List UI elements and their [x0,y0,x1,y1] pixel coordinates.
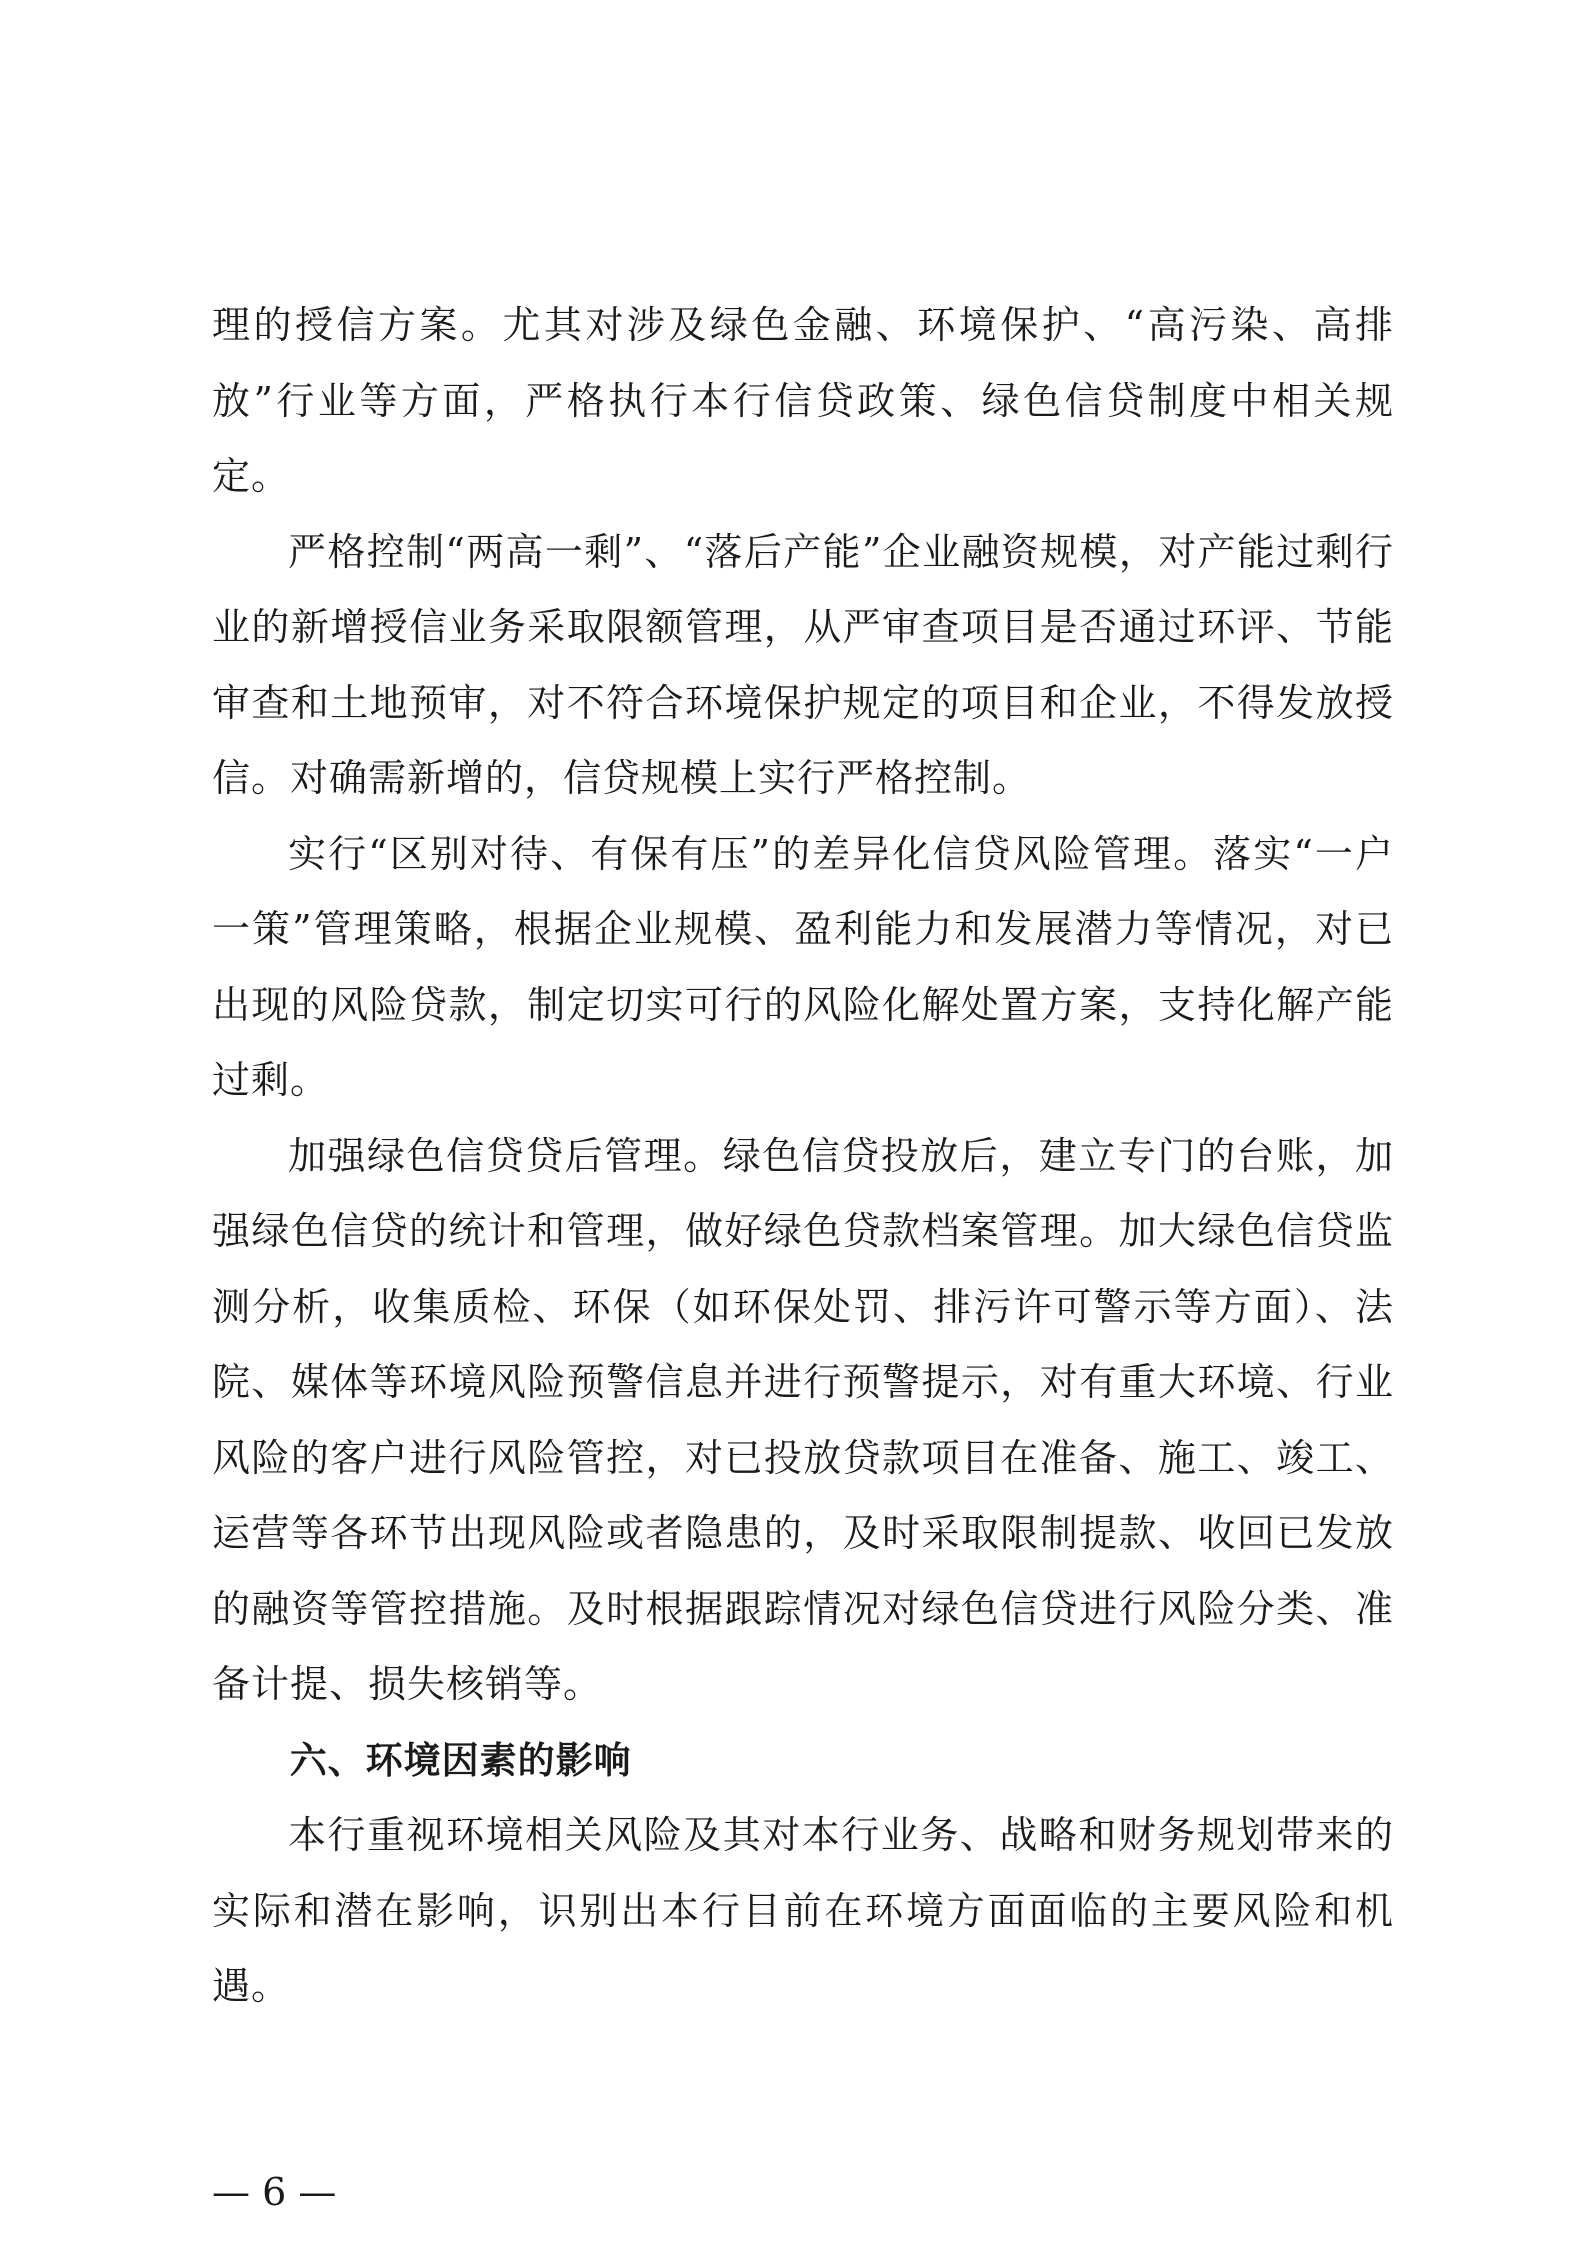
paragraph-environmental-impact: 本行重视环境相关风险及其对本行业务、战略和财务规划带来的实际和潜在影响，识别出本行目前在环境方面面临的主要风险和机遇。 [212,1813,1394,2008]
paragraph-continuation: 理的授信方案。尤其对涉及绿色金融、环境保护、“高污染、高排放”行业等方面，严格执行本行信贷政策、绿色信贷制度中相关规定。 [212,303,1394,498]
paragraph-capacity-control: 严格控制“两高一剩”、“落后产能”企业融资规模，对产能过剩行业的新增授信业务采取限额管理，从严审查项目是否通过环评、节能审查和土地预审，对不符合环境保护规定的项目和企业，不得发放授信。对确需新增的，信贷规模上实行严格控制。 [212,529,1394,800]
paragraph-post-loan-management: 加强绿色信贷贷后管理。绿色信贷投放后，建立专门的台账，加强绿色信贷的统计和管理，做好绿色贷款档案管理。加大绿色信贷监测分析，收集质检、环保（如环保处罚、排污许可警示等方面）、法院、媒体等环境风险预警信息并进行预警提示，对有重大环境、行业风险的客户进行风险管控，对已投放贷款项目在准备、施工、竣工、运营等各环节出现风险或者隐患的，及时采取限制提款、收回已发放的融资等管控措施。及时根据跟踪情况对绿色信贷进行风险分类、准备计提、损失核销等。 [212,1133,1394,1706]
section-heading: 六、环境因素的影响 [289,1738,632,1782]
paragraph-differentiated-risk: 实行“区别对待、有保有压”的差异化信贷风险管理。落实“一户一策”管理策略，根据企业规模、盈利能力和发展潜力等情况，对已出现的风险贷款，制定切实可行的风险化解处置方案，支持化解产能过剩。 [212,831,1394,1102]
page-body [212,288,1394,2025]
page-number: — 6 — [212,2170,337,2214]
